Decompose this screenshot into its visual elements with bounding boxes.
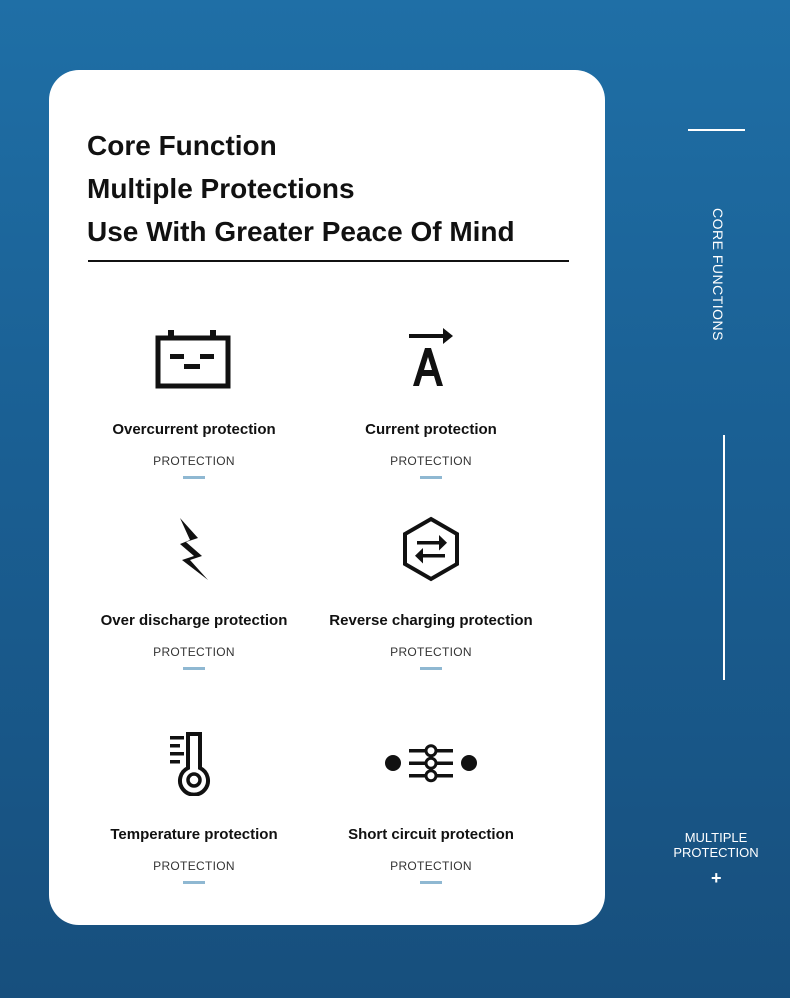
feature-subtitle: PROTECTION <box>153 859 235 873</box>
side-vertical-label: CORE FUNCTIONS <box>710 208 726 341</box>
side-multi-line-2: PROTECTION <box>673 845 759 860</box>
feature-title: Temperature protection <box>110 826 278 843</box>
feature-over-discharge <box>74 514 314 670</box>
feature-temperature <box>74 728 314 884</box>
feature-card <box>49 70 605 925</box>
accent-bar <box>420 476 442 479</box>
feature-subtitle: PROTECTION <box>390 859 472 873</box>
battery-icon <box>74 323 314 393</box>
accent-bar <box>183 667 205 670</box>
feature-title: Over discharge protection <box>100 612 288 629</box>
side-multiple-protection <box>670 830 762 860</box>
feature-subtitle: PROTECTION <box>390 454 472 468</box>
headline-divider <box>88 260 569 262</box>
accent-bar <box>420 667 442 670</box>
feature-short-circuit <box>311 728 551 884</box>
side-top-line <box>688 129 745 131</box>
feature-title: Current protection <box>365 421 497 438</box>
accent-bar <box>183 476 205 479</box>
feature-subtitle: PROTECTION <box>153 645 235 659</box>
feature-title: Reverse charging protection <box>329 612 533 629</box>
feature-title: Short circuit protection <box>348 826 514 843</box>
reverse-arrows-hexagon-icon <box>311 514 551 584</box>
accent-bar <box>183 881 205 884</box>
accent-bar <box>420 881 442 884</box>
headline-line-3: Use With Greater Peace Of Mind <box>87 216 515 247</box>
side-multi-line-1: MULTIPLE <box>684 830 748 845</box>
headline-line-1: Core Function <box>87 130 277 161</box>
lightning-icon <box>74 514 314 584</box>
circuit-sliders-icon <box>311 728 551 798</box>
feature-title: Overcurrent protection <box>112 421 276 438</box>
feature-subtitle: PROTECTION <box>390 645 472 659</box>
ampere-arrow-icon <box>311 323 551 393</box>
plus-icon: + <box>711 868 722 888</box>
headline <box>87 124 515 253</box>
feature-overcurrent <box>74 323 314 479</box>
side-vertical-line <box>723 435 725 680</box>
headline-line-2: Multiple Protections <box>87 173 355 204</box>
feature-current <box>311 323 551 479</box>
thermometer-icon <box>74 728 314 798</box>
feature-subtitle: PROTECTION <box>153 454 235 468</box>
feature-reverse-charging <box>311 514 551 670</box>
